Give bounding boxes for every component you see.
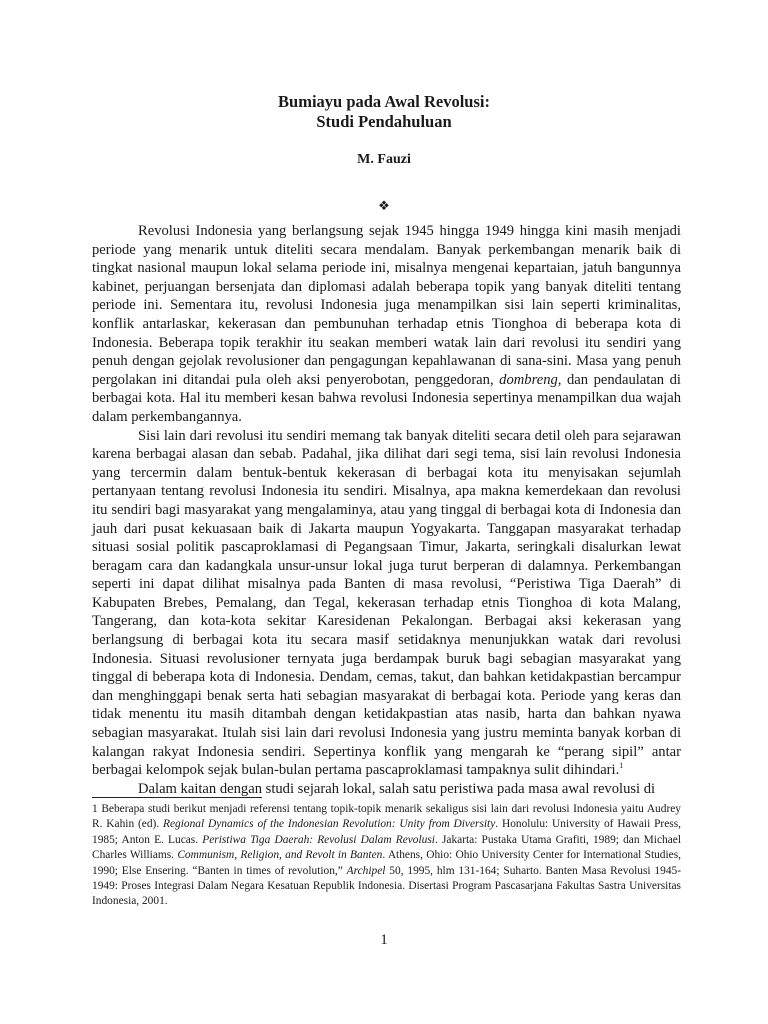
footnote-text-a: 1 Beberapa studi berikut menjadi referensi tentang topik-topik menarik sekaligus sisi lain dari revolusi Indonesia yaitu Audrey R. Kahin (ed).	[92, 803, 681, 831]
footnote-text-e: . Jakarta: Pustaka Utama Grafiti, 1989; dan Michael Charles Williams.	[92, 833, 681, 862]
paragraph-3	[92, 780, 681, 799]
footnote-italic-b: Regional Dynamics of the Indonesian Revolution: Unity from Diversity	[163, 818, 496, 831]
footnote-italic-d: Peristiwa Tiga Daerah: Revolusi Dalam Revolusi	[202, 833, 435, 846]
footnote-italic-f: Communism, Religion, and Revolt in Banten	[177, 849, 383, 862]
section-ornament-icon: ❖	[378, 198, 390, 213]
footnote-italic-h: Archipel	[346, 864, 386, 877]
paragraph-2-text: Sisi lain dari revolusi itu sendiri memang tak banyak diteliti secara detil oleh para sejarawan karena berbagai alasan dan sebab. Padahal, jika dilihat dari segi tema, sisi lain revolusi Indonesia yang tercermin dalam bentuk-bentuk kekerasan di berbagai kota itu menyisakan sejumlah pertanyaan tentang revolusi Indonesia itu sendiri. Misalnya, apa makna kemerdekaan dan revolusi itu sendiri bagi masyarakat yang mengalaminya, atau yang tinggal di berbagai kota di Indonesia dan jauh dari pusat kekuasaan baik di Jakarta maupun Yogyakarta. Tanggapan masyarakat terhadap situasi sosial politik pascaproklamasi di Pegangsaan Timur, Jakarta, seringkali disalurkan lewat beragam cara dan kadangkala unsur-unsur lokal juga turut berperan di dalamnya. Perkembangan seperti ini dapat dilihat misalnya pada Banten di masa revolusi, “Peristiwa Tiga Daerah” di Kabupaten Brebes, Pemalang, dan Tegal, kekerasan terhadap etnis Tionghoa di kota Malang, Tangerang, dan kota-kota sekitar Karesidenan Pekalongan. Berbagai aksi kekerasan yang berlangsung di berbagai kota itu secara masif setidaknya menunjukkan watak dari revolusi Indonesia. Situasi revolusioner ternyata juga berdampak buruk bagi sebagian masyarakat yang tinggal di beberapa kota di Indonesia. Dendam, cemas, takut, dan bahkan ketidakpastian bercampur dan menghinggapi benak serta hati sebagian masyarakat di berbagai kota. Periode yang keras dan tidak menentu itu masih ditambah dengan ketidakpastian atas nasib, harta dan bahkan nyawa sebagian masyarakat. Itulah sisi lain dari revolusi Indonesia yang justru meminta banyak korban di kalangan rakyat Indonesia sendiri. Sepertinya konflik yang mengarah ke “perang sipil” antar berbagai kelompok sejak bulan-bulan pertama pascaproklamasi tampaknya sulit dihindari.	[92, 427, 681, 779]
paragraph-1-tail: , dan pendaulatan di berbagai kota. Hal itu memberi kesan bahwa revolusi Indonesia sepertinya menampilkan dua wajah dalam perkembangannya.	[92, 371, 681, 425]
title-line-2: Studi Pendahuluan	[316, 112, 452, 131]
author-name: M. Fauzi	[357, 152, 411, 167]
paragraph-2	[92, 427, 681, 780]
page-title	[0, 92, 768, 132]
title-line-1: Bumiayu pada Awal Revolusi:	[278, 92, 490, 111]
footnote-divider	[92, 797, 262, 798]
paragraph-1-italic-term: dombreng	[499, 371, 558, 388]
footnote-text-c: . Honolulu: University of Hawaii Press, 1985; Anton E. Lucas.	[92, 818, 681, 846]
page-number: 1	[380, 932, 388, 948]
footnote-reference[interactable]: 1	[619, 761, 624, 771]
footnote-text-i: 50, 1995, hlm 131-164; Suharto. Banten Masa Revolusi 1945-1949: Proses Integrasi Dalam Negara Kesatuan Republik Indonesia. Disertasi Program Pascasarjana Fakultas Sastra Universitas Indonesia, 2001.	[92, 864, 682, 908]
body-text	[92, 222, 681, 798]
footnote-text-g: . Athens, Ohio: Ohio University Center for International Studies, 1990; Else Ensering. “Banten in times of revolution,”	[92, 849, 682, 877]
paragraph-1-text: Revolusi Indonesia yang berlangsung sejak 1945 hingga 1949 hingga kini masih menjadi periode yang menarik untuk diteliti secara mendalam. Banyak perkembangan menarik baik di tingkat nasional maupun lokal selama periode ini, misalnya mengenai kepartaian, jatuh bangunnya kabinet, perjuangan bersenjata dan diplomasi adalah beberapa topik yang banyak diteliti tentang periode ini. Sementara itu, revolusi Indonesia juga menampilkan sisi lain seperti kriminalitas, konflik antarlaskar, kekerasan dan pembunuhan terhadap etnis Tionghoa di beberapa kota di Indonesia. Beberapa topik terakhir itu seakan memberi watak lain dari revolusi itu sendiri yang penuh dengan gejolak revolusioner dan pengagungan kepahlawanan di sana-sini. Masa yang penuh pergolakan ini ditandai pula oleh aksi penyerobotan, penggedoran,	[92, 223, 681, 388]
footnote-1	[92, 802, 681, 910]
paragraph-1	[92, 222, 681, 427]
paragraph-3-text: Dalam kaitan dengan studi sejarah lokal, salah satu peristiwa pada masa awal revolusi di	[138, 780, 656, 797]
